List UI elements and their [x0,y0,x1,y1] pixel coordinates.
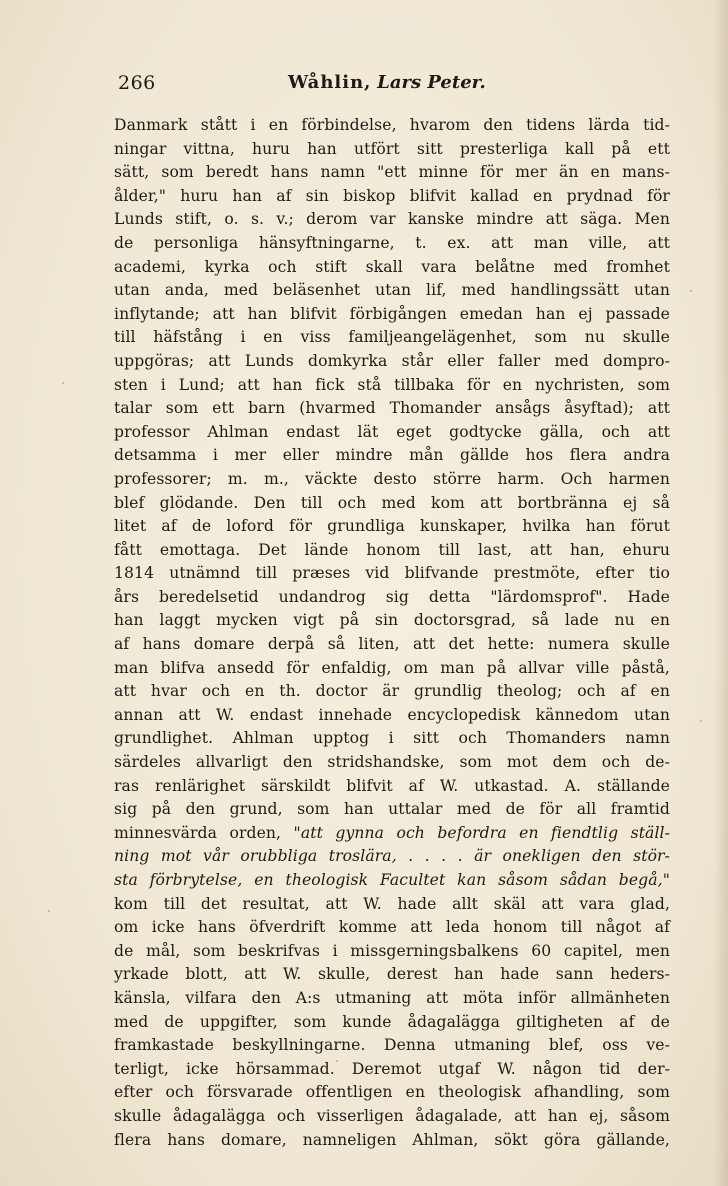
text-line [114,208,670,232]
closing-quote-mark: " [662,871,670,889]
text-line [114,657,670,681]
text-line-italic-quote: sta förbrytelse, en theologisk Facultet kan såsom sådan begå, [114,871,663,889]
text-line [114,704,670,728]
text-line [114,326,670,350]
text-line-content: kom till det resultat, att W. hade allt skäl att vara glad, [114,894,670,913]
text-line [114,751,670,775]
text-line [114,1081,670,1105]
text-line [114,421,670,445]
text-line [114,893,670,917]
text-line [114,963,670,987]
running-head [288,72,486,93]
text-line-content: ålder," huru han af sin biskop blifvit kallad en prydnad för [114,186,670,205]
text-line [114,727,670,751]
text-line [114,869,670,893]
text-line-content: grundlighet. Ahlman upptog i sitt och Thomanders namn [114,729,670,748]
paper-speck [700,720,702,722]
text-line-content: man blifva ansedd för enfaldig, om man på allvar ville påstå, [114,658,670,677]
text-line [114,444,670,468]
page-number: 266 [118,72,156,94]
text-line [114,680,670,704]
text-line-content: talar som ett barn (hvarmed Thomander ansågs åsyftad); att [114,399,670,418]
text-line-content: Danmark stått i en förbindelse, hvarom den tidens lärda tid- [114,116,670,134]
text-line-content: inflytande; att han blifvit förbigången emedan han ej passade [114,304,670,323]
text-line-content: 1814 utnämnd till præses vid blifvande prestmöte, efter tio [114,564,670,583]
text-line [114,940,670,964]
text-line-italic-quote: att gynna och befordra en fiendtlig ställ- [300,823,670,842]
text-line [114,775,670,799]
text-line-content: års beredelsetid undandrog sig detta "lärdomsprof". Hade [114,587,670,606]
text-line-content: skulle ådagalägga och visserligen ådagalade, att han ej, såsom [114,1106,670,1125]
text-line [114,798,670,822]
text-line-content: detsamma i mer eller mindre mån gällde hos flera andra [114,446,670,465]
page-edge-shadow [714,0,728,1186]
text-line-content: blef glödande. Den till och med kom att bortbränna ej så [114,493,670,512]
body-text [114,114,670,1152]
text-line-content: litet af de loford för grundliga kunskaper, hvilka han förut [114,517,670,536]
text-line-content: yrkade blott, att W. skulle, derest han hade sann heders- [114,965,670,984]
text-line-content: uppgöras; att Lunds domkyrka står eller faller med dompro- [114,351,670,370]
text-line-content: ras renlärighet särskildt blifvit af W. utkastad. A. ställande [114,776,670,795]
text-line [114,1105,670,1129]
text-line [114,397,670,421]
paper-speck [336,1060,338,1062]
text-line-content: han laggt mycken vigt på sin doctorsgrad, så lade nu en [114,611,670,630]
text-line-content: utan anda, med beläsenhet utan lif, med handlingssätt utan [114,281,670,300]
text-line-italic-quote: ning mot vår orubbliga troslära, . . . . är onekligen den stör- [114,847,670,866]
text-line [114,586,670,610]
text-line-content: af hans domare derpå så liten, att det hette: numera skulle [114,635,670,654]
text-line-content: om icke hans öfverdrift komme att leda honom till något af [114,918,670,937]
text-line-content: flera hans domare, namneligen Ahlman, sökt göra gällande, [114,1130,670,1149]
text-line-content: annan att W. endast innehade encyclopedisk kännedom utan [114,705,670,724]
text-line [114,633,670,657]
text-line [114,161,670,185]
text-line [114,468,670,492]
text-line-content: sten i Lund; att han fick stå tillbaka för en nychristen, som [114,375,670,394]
text-line-content: att hvar och en th. doctor är grundlig theolog; och af en [114,682,670,701]
running-head-given-names: Lars Peter. [377,72,486,93]
text-line-content: framkastade beskyllningarne. Denna utmaning blef, oss ve- [114,1036,670,1055]
text-line [114,916,670,940]
text-line [114,350,670,374]
text-line [114,374,670,398]
text-line-content: de personliga hänsyftningarne, t. ex. att man ville, att [114,233,670,252]
text-line [114,185,670,209]
text-line [114,539,670,563]
text-line-content: terligt, icke hörsammad. Deremot utgaf W. någon tid der- [114,1059,670,1078]
text-line [114,256,670,280]
text-line [114,303,670,327]
text-line [114,138,670,162]
text-line-content: efter och försvarade offentligen en theologisk afhandling, som [114,1083,670,1102]
text-line [114,232,670,256]
page-header [118,72,668,98]
text-line-content: de mål, som beskrifvas i missgerningsbalkens 60 capitel, men [114,941,670,960]
text-line-content: professor Ahlman endast lät eget godtycke gälla, och att [114,422,670,441]
text-line [114,1011,670,1035]
text-line-content: professorer; m. m., väckte desto större harm. Och harmen [114,469,670,488]
text-line [114,515,670,539]
text-line [114,845,670,869]
text-line-content: känsla, vilfara den A:s utmaning att möta inför allmänheten [114,988,670,1007]
text-line-content: särdeles allvarligt den stridshandske, som mot dem och de- [114,753,670,772]
paper-speck [690,290,692,292]
text-line-roman-part: minnesvärda orden, " [114,823,301,842]
text-line-content: till häfstång i en viss familjeangelägenhet, som nu skulle [114,328,670,347]
running-head-surname: Wåhlin, [288,72,372,93]
text-line-content: academi, kyrka och stift skall vara belåtne med fromhet [114,257,670,276]
paper-speck [62,382,64,384]
text-line [114,114,670,138]
text-line [114,1129,670,1153]
text-line-content: sätt, som beredt hans namn "ett minne för mer än en mans- [114,163,670,182]
paper-speck [48,910,50,912]
text-line [114,562,670,586]
text-line [114,1058,670,1082]
text-line [114,492,670,516]
text-line-content: sig på den grund, som han uttalar med de för all framtid [114,800,670,819]
text-line-content: Lunds stift, o. s. v.; derom var kanske mindre att säga. Men [114,210,670,229]
text-line-content: ningar vittna, huru han utfört sitt presterliga kall på ett [114,139,670,158]
text-line-content: fått emottaga. Det lände honom till last, att han, ehuru [114,540,670,559]
text-line [114,822,670,846]
text-line [114,609,670,633]
text-line [114,1034,670,1058]
text-line-content: med de uppgifter, som kunde ådagalägga giltigheten af de [114,1012,670,1031]
text-line [114,279,670,303]
text-line [114,987,670,1011]
